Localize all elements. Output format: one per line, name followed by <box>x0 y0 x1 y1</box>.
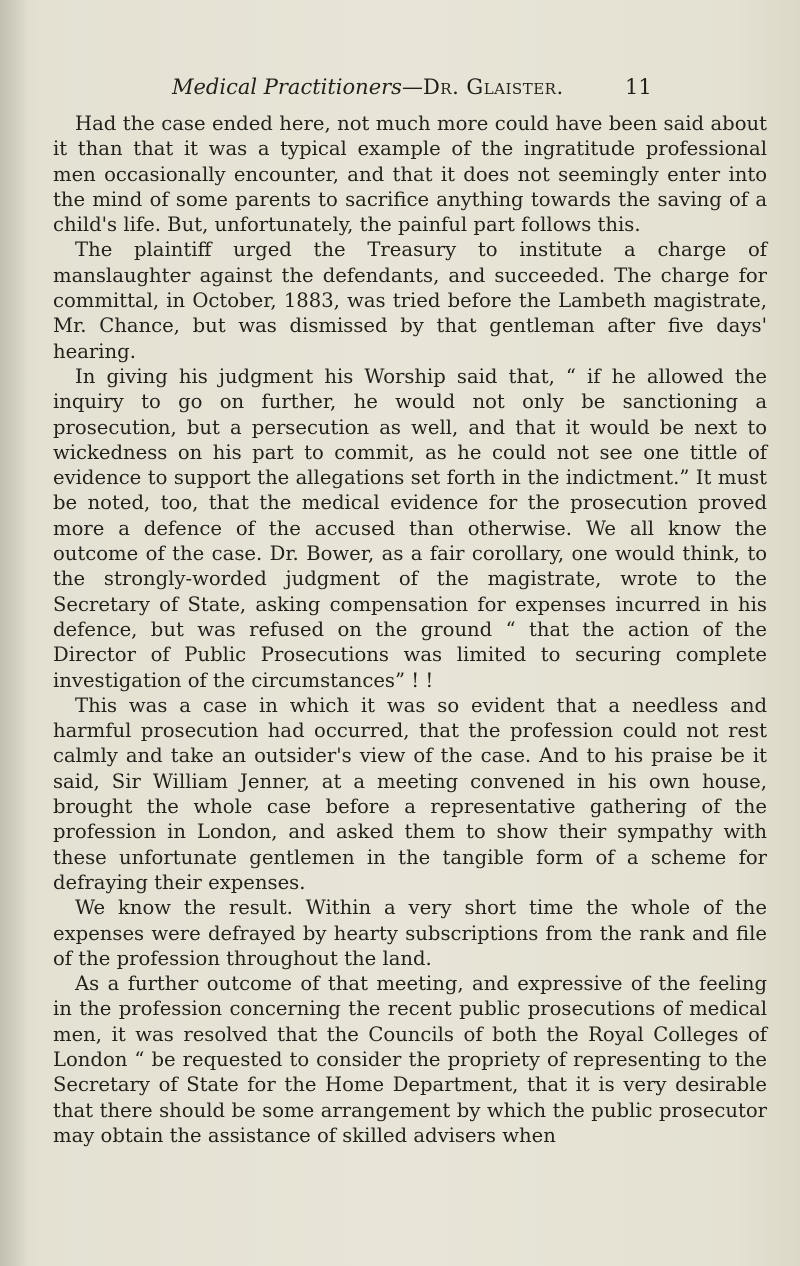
paragraph: As a further outcome of that meeting, and expressive of the feeling in the profession concerning the recent public prosecutions of medical men, it was resolved that the Councils of both the Royal Colleges of London “ be requested to consider the propriety of representing to the Secretary of State for the Home Department, that it is very desirable that there should be some arrangement by which the public prosecutor may obtain the assistance of skilled advisers when <box>53 972 767 1147</box>
paragraph: We know the result. Within a very short time the whole of the expenses were defrayed by hearty subscriptions from the rank and file of the profession throughout the land. <box>53 896 767 970</box>
page-number: 11 <box>625 75 652 99</box>
paragraph: In giving his judgment his Worship said that, “ if he allowed the inquiry to go on further, he would not only be sanctioning a prosecution, but a persecution as well, and that it would be next to wickedness on his part to commit, as he could not see one tittle of evidence to support the allegations set forth in the indictment.” It must be noted, too, that the medical evidence for the prosecution proved more a defence of the accused than otherwise. We all know the outcome of the case. Dr. Bower, as a fair corollary, one would think, to the strongly-worded judgment of the magistrate, wrote to the Secretary of State, asking compensation for expenses incurred in his defence, but was refused on the ground “ that the action of the Director of Public Prosecutions was limited to securing complete investigation of the circumstances” ! ! <box>53 364 767 692</box>
running-head-dash: — <box>401 75 423 99</box>
running-author: Dr. Glaister. <box>422 75 564 99</box>
paragraph: Had the case ended here, not much more could have been said about it than that it was a typical example of the ingratitude professional men occasionally encounter, and that it does not seemingly enter into the mind of some parents to sacrifice anything towards the saving of a child's life. But, unfortunately, the painful part follows this. <box>53 112 767 237</box>
running-title: Medical Practitioners <box>172 75 402 99</box>
body-text <box>53 111 767 1148</box>
running-head <box>172 74 592 100</box>
paragraph: This was a case in which it was so evident that a needless and harmful prosecution had occurred, that the profession could not rest calmly and take an outsider's view of the case. And to his praise be it said, Sir William Jenner, at a meeting convened in his own house, brought the whole case before a representative gathering of the profession in London, and asked them to show their sympathy with these unfortunate gentlemen in the tangible form of a scheme for defraying their expenses. <box>53 693 767 894</box>
paragraph: The plaintiff urged the Treasury to institute a charge of manslaughter against the defendants, and succeeded. The charge for committal, in October, 1883, was tried before the Lambeth magistrate, Mr. Chance, but was dismissed by that gentleman after five days' hearing. <box>53 238 767 363</box>
page-gutter-shadow <box>0 0 28 1266</box>
